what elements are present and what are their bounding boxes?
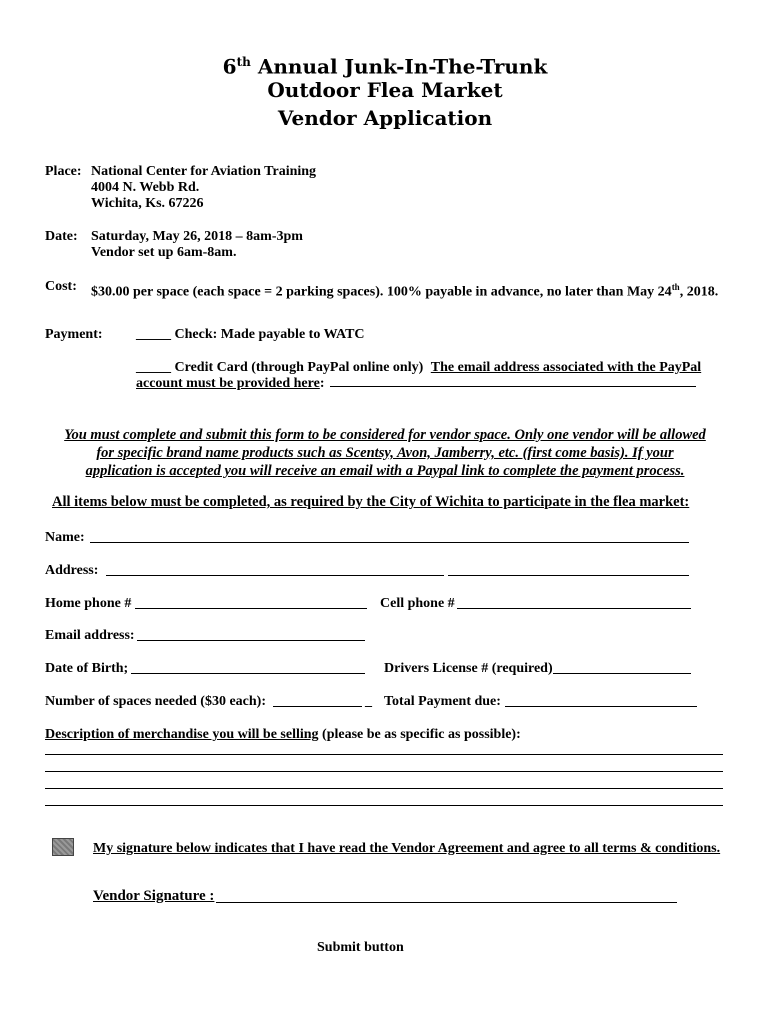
address-field[interactable] [106,575,444,576]
name-label: Name: [45,530,85,545]
agreement-text: My signature below indicates that I have read the Vendor Agreement and agree to all terms & conditions. [93,841,721,856]
email-field[interactable] [137,640,365,641]
check-option[interactable] [136,327,365,343]
cost-label: Cost: [45,279,77,294]
cc-text: Credit Card (through PayPal online only) [174,360,424,375]
dob-field[interactable] [131,673,365,674]
place-line-2: 4004 N. Webb Rd. [91,180,200,195]
drivers-license-field[interactable] [553,673,691,674]
notice-line-2: for specific brand name products such as Scentsy, Avon, Jamberry, etc. (first come basis). If your [96,445,674,461]
description-line-2[interactable] [45,771,723,772]
description-row [45,727,521,743]
place-label: Place: [45,164,82,179]
home-phone-field[interactable] [135,608,367,609]
check-text: Check: Made payable to WATC [174,327,365,342]
payment-label: Payment: [45,327,103,342]
requirement-heading: All items below must be completed, as required by the City of Wichita to participate in the flea market: [52,494,690,510]
address-label: Address: [45,563,99,578]
place-line-3: Wichita, Ks. 67226 [91,196,204,211]
date-line-2: Vendor set up 6am-8am. [91,245,237,260]
place-line-1: National Center for Aviation Training [91,164,317,179]
cost-end: , 2018. [679,284,719,300]
description-line-4[interactable] [45,805,723,806]
cc-note-2: account must be provided here [136,376,320,391]
title-ordinal: 6 [222,54,237,79]
title-line-2: Outdoor Flea Market [267,78,503,102]
date-line-1: Saturday, May 26, 2018 – 8am-3pm [91,229,303,244]
total-payment-field[interactable] [505,706,697,707]
address-field-2[interactable] [448,575,689,576]
cell-phone-field[interactable] [457,608,691,609]
paypal-email-row [136,376,325,392]
submit-button[interactable]: Submit button [317,940,404,955]
spaces-field[interactable] [273,706,362,707]
agreement-checkbox[interactable] [52,838,74,856]
description-line-3[interactable] [45,788,723,789]
cell-phone-label: Cell phone # [380,596,455,611]
title-line-1: Annual Junk-In-The-Trunk [257,54,548,79]
cost-sup: th [671,282,680,292]
description-line-1[interactable] [45,754,723,755]
title-line-3: Vendor Application [277,106,493,130]
title-ordinal-sup: th [236,55,251,69]
check-blank[interactable]: _____ [136,327,171,342]
cc-note-1: The email address associated with the PayPal [430,360,702,375]
signature-label: Vendor Signature : [93,888,215,904]
cost-text [91,279,718,301]
spaces-label: Number of spaces needed ($30 each): [45,694,266,709]
drivers-license-label: Drivers License # (required) [384,661,553,676]
date-label: Date: [45,229,78,244]
description-label: Description of merchandise you will be selling [45,727,319,742]
cc-colon: : [319,376,325,391]
notice-line-1: You must complete and submit this form to be considered for vendor space. Only one vendor will be allowed [64,427,706,443]
notice-line-3: application is accepted you will receive an email with a Paypal link to complete the payment process. [85,463,685,479]
signature-field[interactable] [216,902,677,903]
dob-label: Date of Birth; [45,661,129,676]
cc-blank[interactable]: _____ [136,360,171,375]
paypal-email-field[interactable] [330,386,696,387]
name-field[interactable] [90,542,689,543]
email-label: Email address: [45,628,135,643]
description-hint: (please be as specific as possible): [322,727,521,742]
credit-card-option[interactable] [136,360,701,376]
home-phone-label: Home phone # [45,596,132,611]
cost-main: $30.00 per space (each space = 2 parking spaces). 100% payable in advance, no later than May 24 [91,284,672,300]
total-payment-label: Total Payment due: [384,694,501,709]
spaces-tail: _ [365,694,372,709]
